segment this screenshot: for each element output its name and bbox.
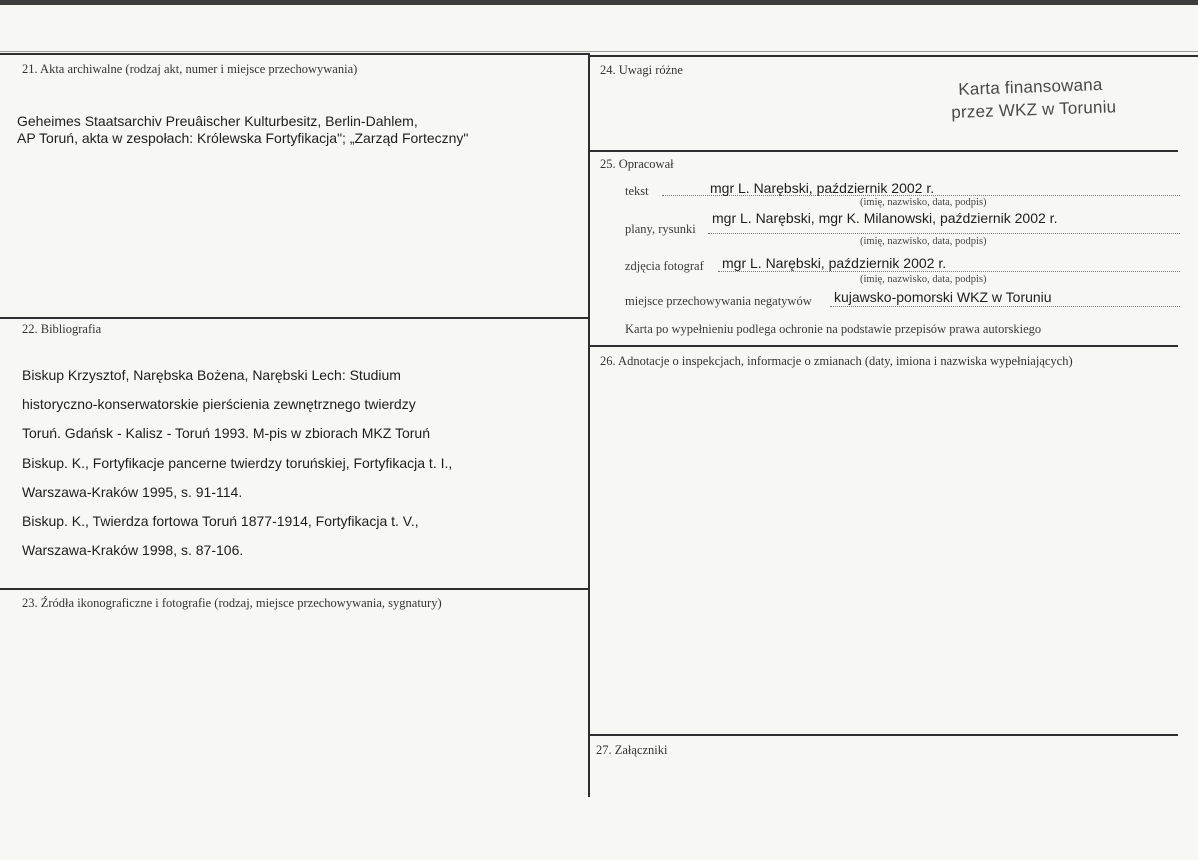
bibliography-line: Biskup Krzysztof, Narębska Bożena, Narębski Lech: Studium bbox=[22, 367, 401, 383]
center-divider bbox=[588, 53, 590, 797]
section-26-label: 26. Adnotacje o inspekcjach, informacje o zmianach (daty, imiona i nazwiska wypełniających) bbox=[600, 354, 1073, 368]
rule-after-25 bbox=[588, 345, 1178, 347]
financing-stamp-line-1: Karta finansowana bbox=[958, 74, 1103, 99]
rule-after-22 bbox=[0, 588, 590, 590]
financing-stamp-line-2: przez WKZ w Toruniu bbox=[951, 97, 1117, 122]
section-21-label: 21. Akta archiwalne (rodzaj akt, numer i miejsce przechowywania) bbox=[22, 62, 358, 76]
section-24-label: 24. Uwagi różne bbox=[600, 63, 683, 77]
zdjecia-value: mgr L. Narębski, październik 2002 r. bbox=[722, 255, 947, 271]
section-27-label: 27. Załączniki bbox=[596, 743, 668, 757]
form-top-rule bbox=[0, 51, 1198, 52]
section-23-label: 23. Źródła ikonograficzne i fotografie (rodzaj, miejsce przechowywania, sygnatury) bbox=[22, 596, 442, 610]
negatywy-label: miejsce przechowywania negatywów bbox=[625, 294, 812, 308]
bibliography-line: Biskup. K., Fortyfikacje pancerne twierdzy toruńskiej, Fortyfikacja t. I., bbox=[22, 455, 453, 471]
bibliography-line: historyczno-konserwatorskie pierścienia zewnętrznego twierdzy bbox=[22, 396, 416, 412]
tekst-hint: (imię, nazwisko, data, podpis) bbox=[860, 197, 987, 208]
plany-value: mgr L. Narębski, mgr K. Milanowski, październik 2002 r. bbox=[712, 210, 1058, 226]
right-top-rule bbox=[588, 55, 1198, 57]
zdjecia-dotted-line bbox=[718, 271, 1180, 272]
rule-after-21 bbox=[0, 317, 590, 319]
plany-dotted-line bbox=[708, 233, 1180, 234]
section-22-label: 22. Bibliografia bbox=[22, 322, 102, 336]
section-25-label: 25. Opracował bbox=[600, 157, 674, 171]
scan-top-edge bbox=[0, 0, 1198, 5]
tekst-label: tekst bbox=[625, 184, 649, 198]
bibliography-line: Toruń. Gdańsk - Kalisz - Toruń 1993. M-pis w zbiorach MKZ Toruń bbox=[22, 425, 430, 441]
left-top-rule bbox=[0, 53, 590, 55]
negatywy-value: kujawsko-pomorski WKZ w Toruniu bbox=[834, 289, 1052, 305]
copyright-note: Karta po wypełnieniu podlega ochronie na podstawie przepisów prawa autorskiego bbox=[625, 322, 1042, 336]
rule-after-24 bbox=[588, 150, 1178, 152]
bibliography-line: Biskup. K., Twierdza fortowa Toruń 1877-1914, Fortyfikacja t. V., bbox=[22, 513, 419, 529]
zdjecia-label: zdjęcia fotograf bbox=[625, 259, 704, 273]
bibliography-line: Warszawa-Kraków 1998, s. 87-106. bbox=[22, 542, 244, 558]
bibliography-line: Warszawa-Kraków 1995, s. 91-114. bbox=[22, 484, 243, 500]
tekst-value: mgr L. Narębski, październik 2002 r. bbox=[710, 180, 935, 196]
negatywy-dotted-line bbox=[830, 306, 1180, 307]
rule-before-27 bbox=[588, 734, 1178, 736]
section-21-line-1: Geheimes Staatsarchiv Preuâischer Kulturbesitz, Berlin-Dahlem, bbox=[17, 113, 418, 129]
zdjecia-hint: (imię, nazwisko, data, podpis) bbox=[860, 274, 987, 285]
plany-label: plany, rysunki bbox=[625, 222, 696, 236]
plany-hint: (imię, nazwisko, data, podpis) bbox=[860, 236, 987, 247]
section-21-line-2: AP Toruń, akta w zespołach: Królewska Fortyfikacja"; „Zarząd Forteczny" bbox=[17, 130, 469, 146]
